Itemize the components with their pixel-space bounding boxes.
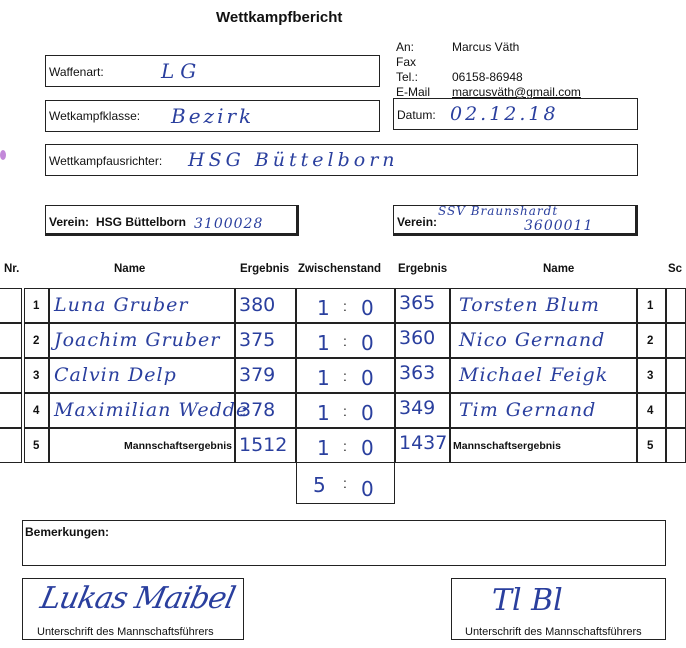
signature-box-guest[interactable] — [451, 578, 666, 640]
final-score-left: 5 — [313, 473, 326, 497]
waffenart-label: Waffenart: — [49, 65, 104, 79]
table-cell — [49, 288, 235, 323]
signature-home: Lukas Maibel — [37, 581, 238, 616]
row-number: 5 — [33, 440, 40, 452]
fax-label: Fax — [396, 55, 417, 69]
an-label: An: — [396, 40, 415, 54]
guest-shooter-name: Torsten Blum — [459, 294, 600, 316]
table-cell — [49, 393, 249, 428]
row-number-right: 3 — [647, 370, 654, 382]
final-score-colon: : — [343, 475, 347, 491]
row-number: 2 — [33, 335, 40, 347]
email-label: E-Mail — [396, 85, 431, 99]
row-number: 4 — [33, 405, 40, 417]
table-cell — [49, 323, 235, 358]
table-cell — [450, 288, 637, 323]
table-cell — [637, 393, 666, 428]
waffenart-field[interactable] — [45, 55, 380, 87]
bemerkungen-box[interactable] — [22, 520, 666, 566]
table-cell — [0, 323, 22, 358]
klasse-field[interactable] — [45, 100, 380, 132]
header-ergebnis-home: Ergebnis — [240, 263, 290, 275]
guest-score: 1437 — [399, 432, 448, 454]
table-cell — [637, 358, 666, 393]
table-cell — [666, 288, 686, 323]
guest-shooter-name: Tim Gernand — [459, 399, 597, 421]
interim-left: 1 — [317, 296, 330, 320]
klasse-value: Bezirk — [171, 104, 255, 128]
signature-caption-home: Unterschrift des Mannschaftsführers — [37, 626, 214, 638]
ausrichter-label: Wettkampfausrichter: — [49, 154, 163, 168]
table-cell — [395, 428, 450, 463]
final-score-box — [296, 462, 395, 504]
klasse-label: Wetkampfklasse: — [49, 109, 141, 123]
team-result-label-home: Mannschaftsergebnis — [124, 440, 232, 452]
table-cell — [0, 393, 22, 428]
row-number-right: 1 — [647, 300, 654, 312]
home-shooter-name: Luna Gruber — [54, 294, 189, 316]
table-cell — [666, 323, 686, 358]
guest-score: 363 — [399, 362, 436, 384]
row-number: 1 — [33, 300, 40, 312]
home-score: 380 — [239, 294, 276, 316]
ausrichter-field[interactable] — [45, 144, 638, 176]
bemerkungen-label: Bemerkungen: — [25, 525, 110, 539]
table-cell — [0, 428, 22, 463]
table-cell — [235, 358, 296, 393]
interim-right: 0 — [361, 366, 374, 390]
table-cell — [0, 288, 22, 323]
table-cell — [666, 358, 686, 393]
signature-box-home[interactable] — [22, 578, 244, 640]
guest-shooter-name: Nico Gernand — [459, 329, 606, 351]
datum-field[interactable] — [393, 98, 638, 130]
interim-left: 1 — [317, 401, 330, 425]
table-cell — [637, 428, 666, 463]
interim-right: 0 — [361, 436, 374, 460]
table-cell — [450, 323, 637, 358]
interim-right: 0 — [361, 331, 374, 355]
table-cell — [296, 358, 395, 393]
table-cell — [235, 288, 296, 323]
row-number-right: 5 — [647, 440, 654, 452]
table-cell — [450, 428, 637, 463]
guest-score: 360 — [399, 327, 436, 349]
home-score: 379 — [239, 364, 276, 386]
table-cell — [24, 358, 49, 393]
guest-score: 349 — [399, 397, 436, 419]
ink-mark — [0, 150, 6, 160]
home-shooter-name: Joachim Gruber — [54, 329, 221, 351]
home-score: 378 — [239, 399, 276, 421]
tel-label: Tel.: — [396, 70, 419, 84]
table-cell — [296, 323, 395, 358]
header-sc: Sc — [668, 263, 683, 275]
table-cell — [235, 393, 296, 428]
home-shooter-name: Calvin Delp — [54, 364, 177, 386]
row-number: 3 — [33, 370, 40, 382]
signature-guest: Tl Bl — [492, 583, 563, 618]
row-number-right: 2 — [647, 335, 654, 347]
table-cell — [637, 323, 666, 358]
final-score-right: 0 — [361, 477, 374, 501]
table-cell — [24, 393, 49, 428]
table-cell — [235, 323, 296, 358]
header-nr: Nr. — [4, 263, 20, 275]
interim-colon: : — [343, 298, 347, 314]
interim-left: 1 — [317, 436, 330, 460]
guest-score: 365 — [399, 292, 436, 314]
email-value: marcusväth@gmail.com — [452, 85, 581, 99]
table-cell — [24, 288, 49, 323]
table-cell — [296, 428, 395, 463]
table-cell — [0, 358, 22, 393]
table-cell — [296, 288, 395, 323]
header-ergebnis-guest: Ergebnis — [398, 263, 448, 275]
table-cell — [24, 323, 49, 358]
ausrichter-value: HSG Büttelborn — [188, 149, 399, 171]
interim-left: 1 — [317, 366, 330, 390]
row-number-right: 4 — [647, 405, 654, 417]
verein-home-label: Verein: — [49, 215, 90, 229]
interim-right: 0 — [361, 401, 374, 425]
table-cell — [24, 428, 49, 463]
table-cell — [395, 288, 450, 323]
table-cell — [235, 428, 296, 463]
page-title: Wettkampfbericht — [216, 9, 343, 26]
waffenart-value: LG — [161, 59, 203, 83]
table-cell — [49, 358, 235, 393]
verein-home-box[interactable] — [45, 205, 299, 236]
table-cell — [450, 393, 637, 428]
interim-colon: : — [343, 368, 347, 384]
table-cell — [296, 393, 395, 428]
an-value: Marcus Väth — [452, 40, 520, 54]
tel-value: 06158-86948 — [452, 70, 523, 84]
verein-home-name: HSG Büttelborn — [96, 215, 186, 229]
team-result-label-guest: Mannschaftsergebnis — [453, 440, 561, 452]
interim-left: 1 — [317, 331, 330, 355]
table-cell — [450, 358, 637, 393]
datum-label: Datum: — [397, 108, 436, 122]
interim-colon: : — [343, 403, 347, 419]
table-cell — [666, 393, 686, 428]
table-cell — [637, 288, 666, 323]
header-name-home: Name — [114, 263, 146, 275]
header-name-guest: Name — [543, 263, 575, 275]
interim-colon: : — [343, 438, 347, 454]
verein-guest-label: Verein: — [397, 215, 438, 229]
header-zwischenstand: Zwischenstand — [298, 263, 382, 275]
table-cell — [666, 428, 686, 463]
guest-shooter-name: Michael Feigk — [459, 364, 609, 386]
interim-colon: : — [343, 333, 347, 349]
home-shooter-name: Maximilian Wedde — [54, 399, 249, 421]
interim-right: 0 — [361, 296, 374, 320]
datum-value: 02.12.18 — [450, 103, 559, 125]
home-score: 375 — [239, 329, 276, 351]
table-cell — [395, 393, 450, 428]
verein-home-number: 3100028 — [194, 216, 264, 232]
home-score: 1512 — [239, 434, 288, 456]
table-cell — [49, 428, 235, 463]
verein-guest-box[interactable] — [393, 205, 638, 236]
verein-guest-name: SSV Braunshardt — [438, 204, 559, 218]
signature-caption-guest: Unterschrift des Mannschaftsführers — [465, 626, 642, 638]
verein-guest-number: 3600011 — [524, 218, 594, 234]
table-cell — [395, 323, 450, 358]
table-cell — [395, 358, 450, 393]
